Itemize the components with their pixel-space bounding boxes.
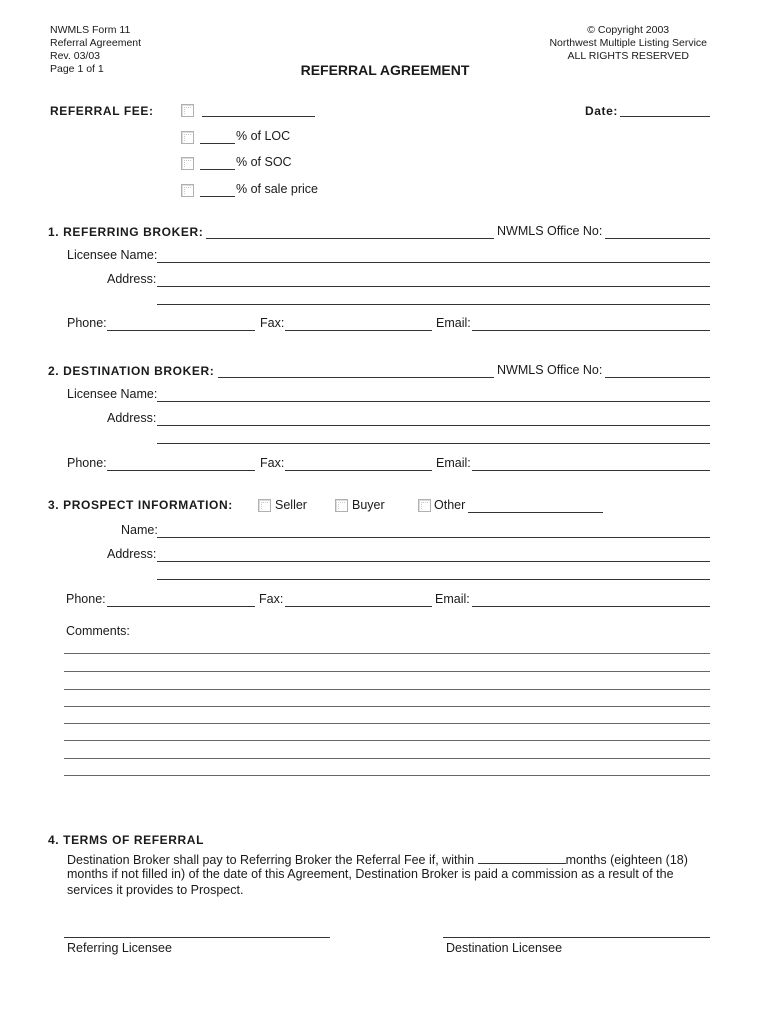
referring-email-label: Email:: [436, 316, 471, 330]
referring-office-field[interactable]: [605, 238, 710, 239]
copyright-block: [549, 24, 707, 63]
fee-flat-field[interactable]: [202, 116, 315, 117]
referring-address-label: Address:: [107, 272, 157, 286]
other-label: Other: [434, 498, 466, 512]
referring-licensee-field[interactable]: [157, 262, 710, 263]
terms-text-before: Destination Broker shall pay to Referring Broker the Referral Fee if, within: [67, 853, 478, 867]
referring-office-label: NWMLS Office No:: [497, 224, 603, 238]
destination-broker-field[interactable]: [218, 377, 494, 378]
terms-heading: 4. TERMS OF REFERRAL: [48, 833, 205, 847]
destination-office-field[interactable]: [605, 377, 710, 378]
comments-line[interactable]: [64, 723, 710, 724]
prospect-address-field-2[interactable]: [157, 579, 710, 580]
date-field[interactable]: [620, 116, 710, 117]
comments-line[interactable]: [64, 671, 710, 672]
publisher-line: Northwest Multiple Listing Service: [549, 37, 707, 49]
prospect-address-field[interactable]: [157, 561, 710, 562]
fee-flat-checkbox[interactable]: [181, 104, 194, 117]
prospect-name-label: Name:: [121, 523, 158, 537]
buyer-checkbox[interactable]: [335, 499, 348, 512]
page-number: Page 1 of 1: [50, 63, 104, 75]
fee-loc-label: % of LOC: [236, 129, 291, 143]
buyer-label: Buyer: [352, 498, 385, 512]
destination-address-field-2[interactable]: [157, 443, 710, 444]
comments-label: Comments:: [66, 624, 130, 638]
destination-licensee-field[interactable]: [157, 401, 710, 402]
destination-signature-line[interactable]: [443, 937, 710, 938]
referring-address-field[interactable]: [157, 286, 710, 287]
seller-label: Seller: [275, 498, 307, 512]
fee-soc-checkbox[interactable]: [181, 157, 194, 170]
destination-email-label: Email:: [436, 456, 471, 470]
referring-phone-label: Phone:: [67, 316, 107, 330]
referral-fee-label: REFERRAL FEE:: [50, 104, 154, 118]
terms-line-3: services it provides to Prospect.: [67, 883, 244, 897]
referring-phone-field[interactable]: [107, 330, 255, 331]
destination-fax-label: Fax:: [260, 456, 285, 470]
form-name: Referral Agreement: [50, 37, 142, 49]
referring-signature-label: Referring Licensee: [67, 941, 172, 955]
rights-line: ALL RIGHTS RESERVED: [567, 50, 689, 62]
fee-soc-label: % of SOC: [236, 155, 292, 169]
form-revision: Rev. 03/03: [50, 50, 101, 62]
page-title: REFERRAL AGREEMENT: [300, 62, 470, 78]
referring-email-field[interactable]: [472, 330, 710, 331]
comments-line[interactable]: [64, 758, 710, 759]
prospect-email-label: Email:: [435, 592, 470, 606]
referring-fax-field[interactable]: [285, 330, 432, 331]
referring-licensee-label: Licensee Name:: [67, 248, 158, 262]
destination-licensee-label: Licensee Name:: [67, 387, 158, 401]
prospect-phone-field[interactable]: [107, 606, 255, 607]
referring-signature-line[interactable]: [64, 937, 330, 938]
fee-loc-checkbox[interactable]: [181, 131, 194, 144]
form-number: NWMLS Form 11: [50, 24, 131, 36]
other-checkbox[interactable]: [418, 499, 431, 512]
destination-signature-label: Destination Licensee: [446, 941, 563, 955]
terms-line-2: months if not filled in) of the date of this Agreement, Destination Broker is paid a commission as a result of the: [67, 867, 674, 881]
prospect-phone-label: Phone:: [66, 592, 106, 606]
fee-loc-field[interactable]: [200, 143, 235, 144]
terms-line-1: [67, 852, 688, 867]
destination-fax-field[interactable]: [285, 470, 432, 471]
date-label: Date:: [585, 104, 619, 118]
prospect-address-label: Address:: [107, 547, 157, 561]
referring-broker-field[interactable]: [206, 238, 494, 239]
prospect-name-field[interactable]: [157, 537, 710, 538]
other-field[interactable]: [468, 512, 603, 513]
destination-office-label: NWMLS Office No:: [497, 363, 603, 377]
comments-line[interactable]: [64, 653, 710, 654]
prospect-email-field[interactable]: [472, 606, 710, 607]
terms-text-after: months (eighteen (18): [565, 853, 688, 867]
comments-line[interactable]: [64, 775, 710, 776]
comments-line[interactable]: [64, 740, 710, 741]
destination-phone-label: Phone:: [67, 456, 107, 470]
referring-address-field-2[interactable]: [157, 304, 710, 305]
months-field[interactable]: [478, 852, 566, 864]
comments-line[interactable]: [64, 706, 710, 707]
fee-soc-field[interactable]: [200, 169, 235, 170]
referring-fax-label: Fax:: [260, 316, 285, 330]
copyright-line: © Copyright 2003: [587, 24, 670, 36]
referring-broker-heading: 1. REFERRING BROKER:: [48, 225, 204, 239]
destination-phone-field[interactable]: [107, 470, 255, 471]
destination-broker-heading: 2. DESTINATION BROKER:: [48, 364, 215, 378]
seller-checkbox[interactable]: [258, 499, 271, 512]
fee-sale-price-checkbox[interactable]: [181, 184, 194, 197]
prospect-fax-field[interactable]: [285, 606, 432, 607]
prospect-heading: 3. PROSPECT INFORMATION:: [48, 498, 233, 512]
fee-sale-price-label: % of sale price: [236, 182, 318, 196]
comments-line[interactable]: [64, 689, 710, 690]
prospect-fax-label: Fax:: [259, 592, 284, 606]
destination-email-field[interactable]: [472, 470, 710, 471]
fee-sale-price-field[interactable]: [200, 196, 235, 197]
destination-address-label: Address:: [107, 411, 157, 425]
destination-address-field[interactable]: [157, 425, 710, 426]
